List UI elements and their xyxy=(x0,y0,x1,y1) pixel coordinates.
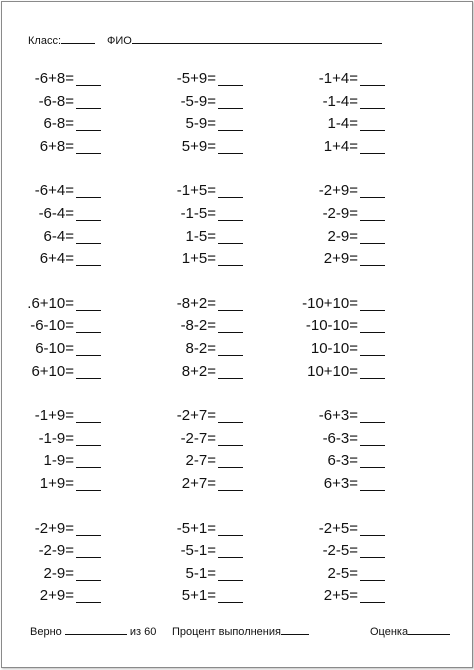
exercise-row xyxy=(144,361,264,384)
exercise-expression: -6-8= xyxy=(38,92,74,110)
exercise-row xyxy=(144,473,264,496)
answer-blank[interactable] xyxy=(76,332,101,333)
answer-blank[interactable] xyxy=(76,557,101,558)
answer-blank[interactable] xyxy=(76,467,101,468)
name-blank[interactable] xyxy=(132,42,382,44)
exercise-row xyxy=(2,405,122,428)
exercise-expression: -2-5= xyxy=(322,542,358,560)
answer-blank[interactable] xyxy=(218,197,243,198)
answer-blank[interactable] xyxy=(218,467,243,468)
answer-blank[interactable] xyxy=(76,602,101,603)
exercise-expression: -2-9= xyxy=(38,542,74,560)
answer-blank[interactable] xyxy=(218,378,243,379)
exercise-expression: 2+7= xyxy=(181,474,216,492)
answer-blank[interactable] xyxy=(76,153,101,154)
answer-blank[interactable] xyxy=(360,220,385,221)
exercise-row xyxy=(144,563,264,586)
exercise-row xyxy=(144,450,264,473)
exercise-row xyxy=(286,136,406,159)
answer-blank[interactable] xyxy=(218,332,243,333)
answer-blank[interactable] xyxy=(218,490,243,491)
exercise-expression: 6-3= xyxy=(327,452,358,470)
exercise-expression: -5-9= xyxy=(180,92,216,110)
exercise-expression: -2+7= xyxy=(176,407,216,425)
answer-blank[interactable] xyxy=(76,422,101,423)
exercise-row xyxy=(144,136,264,159)
exercise-block xyxy=(144,180,264,270)
answer-blank[interactable] xyxy=(360,153,385,154)
exercise-expression: -2+9= xyxy=(318,182,358,200)
exercise-row xyxy=(2,540,122,563)
answer-blank[interactable] xyxy=(360,378,385,379)
exercise-row xyxy=(144,338,264,361)
exercise-expression: 6-4= xyxy=(43,227,74,245)
answer-blank[interactable] xyxy=(76,490,101,491)
exercise-row xyxy=(2,315,122,338)
answer-blank[interactable] xyxy=(218,85,243,86)
exercise-expression: -5+9= xyxy=(176,70,216,87)
exercise-expression: 2-7= xyxy=(185,452,216,470)
exercise-row xyxy=(2,248,122,271)
answer-blank[interactable] xyxy=(360,535,385,536)
exercise-block xyxy=(286,518,406,608)
exercise-row xyxy=(2,293,122,316)
answer-blank[interactable] xyxy=(76,220,101,221)
exercise-block xyxy=(286,293,406,383)
exercise-expression: 2+5= xyxy=(323,587,358,605)
answer-blank[interactable] xyxy=(76,355,101,356)
exercise-block xyxy=(2,180,122,270)
answer-blank[interactable] xyxy=(218,220,243,221)
exercise-row xyxy=(286,180,406,203)
exercise-expression: -1-9= xyxy=(38,429,74,447)
exercise-row xyxy=(2,136,122,159)
exercise-expression: 6+4= xyxy=(39,250,74,268)
answer-blank[interactable] xyxy=(360,243,385,244)
exercise-row xyxy=(2,338,122,361)
exercise-row xyxy=(2,180,122,203)
exercise-row xyxy=(286,338,406,361)
exercise-expression: 6+10= xyxy=(31,362,74,380)
answer-blank[interactable] xyxy=(360,355,385,356)
answer-blank[interactable] xyxy=(360,445,385,446)
exercise-row xyxy=(286,361,406,384)
exercise-expression: -2-9= xyxy=(322,204,358,222)
exercise-expression: -1+4= xyxy=(318,70,358,87)
exercise-row xyxy=(286,113,406,136)
exercise-block xyxy=(286,405,406,495)
exercise-block xyxy=(2,293,122,383)
exercise-expression: 10+10= xyxy=(307,362,358,380)
worksheet-page xyxy=(1,1,473,668)
name-label: ФИО xyxy=(107,35,132,47)
exercise-row xyxy=(144,91,264,114)
exercise-row xyxy=(2,450,122,473)
answer-blank[interactable] xyxy=(76,378,101,379)
exercise-expression: -10+10= xyxy=(302,294,358,312)
exercise-expression: -6+8= xyxy=(34,70,74,87)
answer-blank[interactable] xyxy=(76,310,101,311)
exercise-row xyxy=(286,315,406,338)
exercise-expression: -6+4= xyxy=(34,182,74,200)
exercise-row xyxy=(2,473,122,496)
exercise-expression: -8-2= xyxy=(180,317,216,335)
answer-blank[interactable] xyxy=(218,265,243,266)
exercise-expression: -1-5= xyxy=(180,204,216,222)
exercise-expression: 1+5= xyxy=(181,250,216,268)
exercise-row xyxy=(144,585,264,608)
exercise-row xyxy=(144,540,264,563)
answer-blank[interactable] xyxy=(76,535,101,536)
exercise-expression: 1-9= xyxy=(43,452,74,470)
exercise-row xyxy=(144,113,264,136)
percent-field xyxy=(172,626,309,638)
grade-field xyxy=(370,626,450,638)
exercise-row xyxy=(2,585,122,608)
answer-blank[interactable] xyxy=(360,490,385,491)
exercise-block xyxy=(2,405,122,495)
exercise-row xyxy=(144,518,264,541)
exercise-expression: 2+9= xyxy=(323,250,358,268)
answer-blank[interactable] xyxy=(360,265,385,266)
percent-label: Процент выполнения xyxy=(172,626,281,638)
answer-blank[interactable] xyxy=(360,332,385,333)
class-blank[interactable] xyxy=(61,42,95,44)
exercise-column xyxy=(2,68,122,630)
exercise-row xyxy=(2,203,122,226)
exercise-expression: -5+1= xyxy=(176,519,216,537)
correct-blank[interactable] xyxy=(65,633,127,635)
answer-blank[interactable] xyxy=(218,130,243,131)
answer-blank[interactable] xyxy=(218,535,243,536)
exercise-expression: -2-7= xyxy=(180,429,216,447)
answer-blank[interactable] xyxy=(218,153,243,154)
answer-blank[interactable] xyxy=(76,130,101,131)
answer-blank[interactable] xyxy=(360,130,385,131)
answer-blank[interactable] xyxy=(218,445,243,446)
exercise-expression: 10-10= xyxy=(310,339,358,357)
answer-blank[interactable] xyxy=(218,580,243,581)
exercise-block xyxy=(144,405,264,495)
exercise-expression: -1-4= xyxy=(322,92,358,110)
exercise-expression: -1+5= xyxy=(176,182,216,200)
exercise-expression: -8+2= xyxy=(176,294,216,312)
exercise-row xyxy=(144,315,264,338)
answer-blank[interactable] xyxy=(360,557,385,558)
exercise-row xyxy=(144,405,264,428)
answer-blank[interactable] xyxy=(218,422,243,423)
exercise-row xyxy=(286,518,406,541)
exercise-block xyxy=(2,518,122,608)
grade-blank[interactable] xyxy=(408,633,450,635)
exercise-block xyxy=(286,68,406,158)
exercise-row xyxy=(2,428,122,451)
exercise-row xyxy=(144,68,264,91)
exercise-expression: 6-10= xyxy=(35,339,74,357)
exercise-row xyxy=(286,68,406,91)
exercise-expression: 2-9= xyxy=(327,227,358,245)
exercise-expression: 2-5= xyxy=(327,564,358,582)
answer-blank[interactable] xyxy=(360,310,385,311)
exercise-expression: 1-4= xyxy=(327,115,358,133)
exercise-expression: -10-10= xyxy=(305,317,358,335)
answer-blank[interactable] xyxy=(360,197,385,198)
exercise-row xyxy=(286,293,406,316)
exercise-expression: 8-2= xyxy=(185,339,216,357)
exercise-expression: 1-5= xyxy=(185,227,216,245)
exercise-row xyxy=(286,540,406,563)
exercise-row xyxy=(286,91,406,114)
answer-blank[interactable] xyxy=(360,580,385,581)
exercise-row xyxy=(286,203,406,226)
worksheet-header xyxy=(28,35,382,47)
exercise-block xyxy=(2,68,122,158)
exercise-expression: 5+9= xyxy=(181,137,216,155)
class-label: Класс: xyxy=(28,35,61,47)
answer-blank[interactable] xyxy=(76,243,101,244)
exercise-row xyxy=(286,428,406,451)
exercise-row xyxy=(286,563,406,586)
exercise-row xyxy=(2,226,122,249)
exercise-row xyxy=(2,113,122,136)
answer-blank[interactable] xyxy=(360,422,385,423)
exercise-expression: 6+8= xyxy=(39,137,74,155)
exercise-column xyxy=(286,68,406,630)
exercise-expression: -6+3= xyxy=(318,407,358,425)
exercise-expression: -2+9= xyxy=(34,519,74,537)
exercise-block xyxy=(144,68,264,158)
exercise-block xyxy=(144,293,264,383)
exercise-row xyxy=(144,226,264,249)
exercise-expression: 8+2= xyxy=(181,362,216,380)
exercise-expression: 2+9= xyxy=(39,587,74,605)
answer-blank[interactable] xyxy=(218,108,243,109)
grade-label: Оценка xyxy=(370,626,409,638)
exercise-row xyxy=(286,405,406,428)
exercise-row xyxy=(2,361,122,384)
exercise-row xyxy=(144,428,264,451)
out-of-label: из 60 xyxy=(129,626,157,638)
answer-blank[interactable] xyxy=(360,108,385,109)
exercise-expression: 2-9= xyxy=(43,564,74,582)
answer-blank[interactable] xyxy=(218,310,243,311)
answer-blank[interactable] xyxy=(218,355,243,356)
exercise-row xyxy=(144,293,264,316)
exercise-row xyxy=(144,180,264,203)
exercise-expression: 1+4= xyxy=(323,137,358,155)
exercise-row xyxy=(2,91,122,114)
exercise-row xyxy=(2,68,122,91)
exercise-expression: -6-4= xyxy=(38,204,74,222)
exercise-row xyxy=(286,226,406,249)
exercise-expression: -5-1= xyxy=(180,542,216,560)
answer-blank[interactable] xyxy=(76,85,101,86)
exercise-row xyxy=(286,248,406,271)
exercise-row xyxy=(144,248,264,271)
answer-blank[interactable] xyxy=(218,602,243,603)
answer-blank[interactable] xyxy=(360,602,385,603)
exercise-expression: -2+5= xyxy=(318,519,358,537)
exercise-row xyxy=(286,585,406,608)
exercise-expression: 5+1= xyxy=(181,587,216,605)
answer-blank[interactable] xyxy=(76,197,101,198)
exercise-row xyxy=(2,518,122,541)
answer-blank[interactable] xyxy=(76,445,101,446)
answer-blank[interactable] xyxy=(218,243,243,244)
exercise-expression: 5-9= xyxy=(185,115,216,133)
percent-blank[interactable] xyxy=(281,633,309,635)
correct-count-field xyxy=(30,626,156,638)
correct-label: Верно xyxy=(30,626,62,638)
exercise-expression: -6-10= xyxy=(30,317,74,335)
exercise-expression: 6-8= xyxy=(43,115,74,133)
answer-blank[interactable] xyxy=(218,557,243,558)
exercise-expression: -6-3= xyxy=(322,429,358,447)
exercise-row xyxy=(144,203,264,226)
exercise-expression: -1+9= xyxy=(34,407,74,425)
answer-blank[interactable] xyxy=(360,467,385,468)
exercise-row xyxy=(286,473,406,496)
exercise-column xyxy=(144,68,264,630)
exercise-expression: .6+10= xyxy=(27,294,74,312)
answer-blank[interactable] xyxy=(76,580,101,581)
answer-blank[interactable] xyxy=(360,85,385,86)
answer-blank[interactable] xyxy=(76,108,101,109)
exercise-expression: 6+3= xyxy=(323,474,358,492)
exercise-row xyxy=(2,563,122,586)
answer-blank[interactable] xyxy=(76,265,101,266)
exercise-block xyxy=(286,180,406,270)
exercise-row xyxy=(286,450,406,473)
exercise-expression: 1+9= xyxy=(39,474,74,492)
exercise-block xyxy=(144,518,264,608)
exercise-expression: 5-1= xyxy=(185,564,216,582)
